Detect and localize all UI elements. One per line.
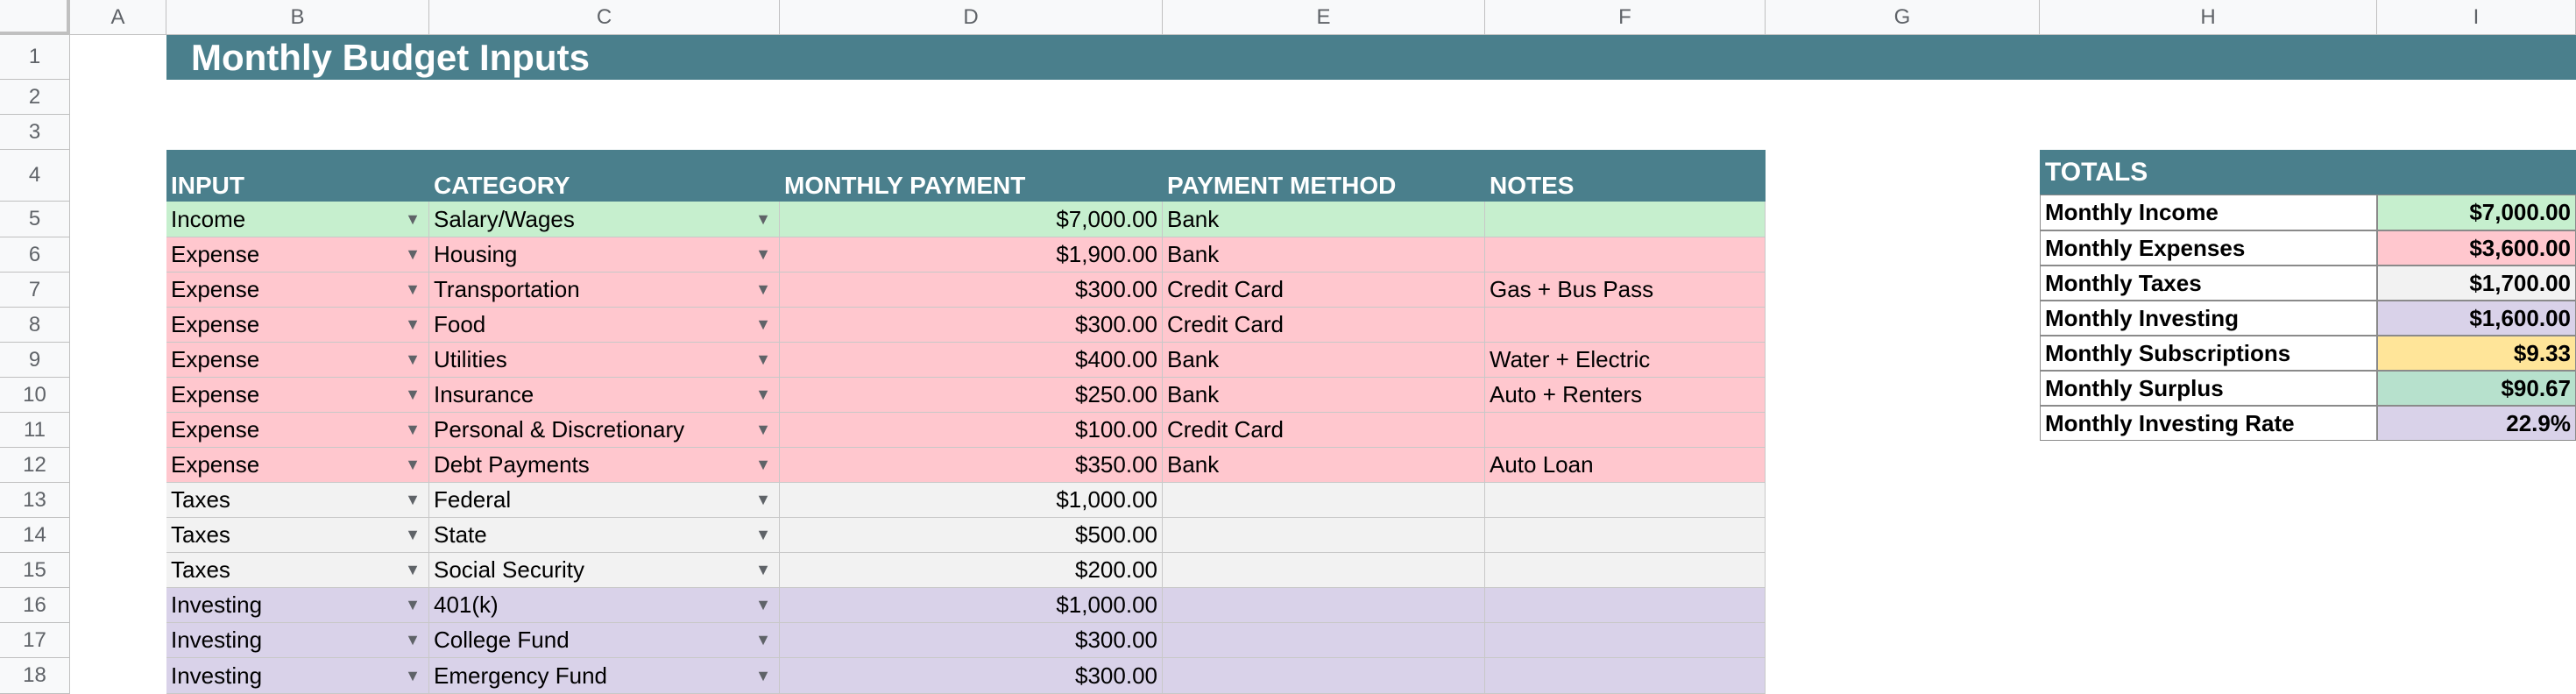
cell-notes-row-12[interactable] [1485, 448, 1766, 483]
row-header-16[interactable]: 16 [0, 588, 70, 623]
cell-notes-row-13[interactable] [1485, 483, 1766, 518]
column-header-c[interactable]: C [429, 0, 780, 35]
cell-notes-row-18[interactable] [1485, 658, 1766, 694]
cell-method-row-12[interactable] [1163, 448, 1485, 483]
cell-category-row-17[interactable] [429, 623, 780, 658]
category-value: Debt Payments [434, 451, 590, 478]
dropdown-arrow-icon[interactable]: ▼ [405, 456, 421, 473]
cell-type-row-18[interactable] [166, 658, 429, 694]
dropdown-arrow-icon[interactable]: ▼ [755, 351, 771, 368]
payment-value: $350.00 [1075, 451, 1157, 478]
column-header-f[interactable]: F [1485, 0, 1766, 35]
dropdown-arrow-icon[interactable]: ▼ [405, 631, 421, 648]
cell-method-row-8[interactable] [1163, 308, 1485, 343]
category-value: College Fund [434, 627, 570, 653]
cell-category-row-12[interactable] [429, 448, 780, 483]
dropdown-arrow-icon[interactable]: ▼ [405, 209, 421, 228]
row-header-10[interactable]: 10 [0, 378, 70, 413]
cell-type-row-8[interactable] [166, 308, 429, 343]
cell-type-row-6[interactable] [166, 237, 429, 273]
payment-value: $1,000.00 [1056, 591, 1157, 618]
cell-category-row-15[interactable] [429, 553, 780, 588]
category-value: Utilities [434, 346, 507, 372]
cell-category-row-14[interactable] [429, 518, 780, 553]
cell-category-row-13[interactable] [429, 483, 780, 518]
dropdown-arrow-icon[interactable]: ▼ [405, 491, 421, 508]
cell-type-row-13[interactable] [166, 483, 429, 518]
table-header-input[interactable]: INPUT [166, 150, 429, 202]
dropdown-arrow-icon[interactable]: ▼ [755, 526, 771, 543]
totals-label-2: Monthly Expenses [2040, 230, 2377, 266]
payment-value: $300.00 [1075, 627, 1157, 653]
row-header-5[interactable]: 5 [0, 202, 70, 237]
select-all-corner[interactable] [0, 0, 70, 35]
cell-notes-row-9[interactable] [1485, 343, 1766, 378]
totals-label-1: Monthly Income [2040, 195, 2377, 230]
category-value: 401(k) [434, 591, 499, 618]
method-value: Bank [1167, 346, 1220, 372]
row-header-17[interactable]: 17 [0, 623, 70, 658]
category-value: Salary/Wages [434, 205, 575, 232]
cell-method-row-16[interactable] [1163, 588, 1485, 623]
payment-value: $200.00 [1075, 556, 1157, 583]
totals-label-3: Monthly Taxes [2040, 266, 2377, 301]
cell-category-row-5[interactable] [429, 202, 780, 237]
payment-value: $1,900.00 [1056, 241, 1157, 267]
category-value: State [434, 521, 487, 548]
row-header-18[interactable]: 18 [0, 658, 70, 694]
cell-type-row-15[interactable] [166, 553, 429, 588]
cell-payment-row-16[interactable] [780, 588, 1163, 623]
row-header-7[interactable]: 7 [0, 273, 70, 308]
cell-type-row-11[interactable] [166, 413, 429, 448]
row-header-13[interactable]: 13 [0, 483, 70, 518]
dropdown-arrow-icon[interactable]: ▼ [405, 245, 421, 263]
dropdown-arrow-icon[interactable]: ▼ [405, 386, 421, 403]
totals-value-3[interactable]: $1,700.00 [2377, 266, 2576, 301]
totals-label-7: Monthly Investing Rate [2040, 406, 2377, 441]
cell-method-row-10[interactable] [1163, 378, 1485, 413]
payment-value: $300.00 [1075, 311, 1157, 337]
notes-value: Auto Loan [1490, 451, 1594, 478]
cell-category-row-6[interactable] [429, 237, 780, 273]
cell-type-row-17[interactable] [166, 623, 429, 658]
cell-method-row-17[interactable] [1163, 623, 1485, 658]
payment-value: $100.00 [1075, 416, 1157, 443]
table-header-payment-method[interactable]: PAYMENT METHOD [1163, 150, 1485, 202]
type-value: Taxes [171, 556, 230, 583]
type-value: Investing [171, 627, 263, 653]
dropdown-arrow-icon[interactable]: ▼ [755, 561, 771, 578]
cell-notes-row-7[interactable] [1485, 273, 1766, 308]
page-title[interactable]: Monthly Budget Inputs [191, 36, 590, 78]
category-value: Insurance [434, 381, 534, 407]
row-header-9[interactable]: 9 [0, 343, 70, 378]
dropdown-arrow-icon[interactable]: ▼ [755, 491, 771, 508]
column-header-i[interactable]: I [2377, 0, 2576, 35]
cell-category-row-16[interactable] [429, 588, 780, 623]
row-header-6[interactable]: 6 [0, 237, 70, 273]
category-value: Housing [434, 241, 518, 267]
cell-category-row-8[interactable] [429, 308, 780, 343]
notes-value: Water + Electric [1490, 346, 1651, 372]
cell-payment-row-15[interactable] [780, 553, 1163, 588]
table-header-category[interactable]: CATEGORY [429, 150, 780, 202]
cell-notes-row-17[interactable] [1485, 623, 1766, 658]
type-value: Investing [171, 662, 263, 689]
cell-payment-row-5[interactable] [780, 202, 1163, 237]
cell-notes-row-5[interactable] [1485, 202, 1766, 237]
dropdown-arrow-icon[interactable]: ▼ [405, 421, 421, 438]
row-header-15[interactable]: 15 [0, 553, 70, 588]
column-header-h[interactable]: H [2040, 0, 2377, 35]
payment-value: $7,000.00 [1056, 205, 1157, 232]
cell-method-row-9[interactable] [1163, 343, 1485, 378]
column-header-g[interactable]: G [1766, 0, 2040, 35]
payment-value: $250.00 [1075, 381, 1157, 407]
column-header-e[interactable]: E [1163, 0, 1485, 35]
totals-label-4: Monthly Investing [2040, 301, 2377, 336]
dropdown-arrow-icon[interactable]: ▼ [755, 421, 771, 438]
totals-value-2[interactable]: $3,600.00 [2377, 230, 2576, 266]
row-header-11[interactable]: 11 [0, 413, 70, 448]
cell-payment-row-12[interactable] [780, 448, 1163, 483]
cell-notes-row-8[interactable] [1485, 308, 1766, 343]
cell-payment-row-10[interactable] [780, 378, 1163, 413]
cell-notes-row-16[interactable] [1485, 588, 1766, 623]
type-value: Expense [171, 381, 260, 407]
cell-category-row-9[interactable] [429, 343, 780, 378]
type-value: Expense [171, 276, 260, 302]
cell-payment-row-13[interactable] [780, 483, 1163, 518]
cell-payment-row-9[interactable] [780, 343, 1163, 378]
cell-type-row-14[interactable] [166, 518, 429, 553]
notes-value: Gas + Bus Pass [1490, 276, 1654, 302]
dropdown-arrow-icon[interactable]: ▼ [405, 315, 421, 333]
payment-value: $300.00 [1075, 662, 1157, 689]
dropdown-arrow-icon[interactable]: ▼ [405, 596, 421, 613]
payment-value: $1,000.00 [1056, 486, 1157, 513]
category-value: Personal & Discretionary [434, 416, 685, 443]
cell-type-row-9[interactable] [166, 343, 429, 378]
dropdown-arrow-icon[interactable]: ▼ [755, 315, 771, 333]
row-header-8[interactable]: 8 [0, 308, 70, 343]
cell-payment-row-11[interactable] [780, 413, 1163, 448]
type-value: Investing [171, 591, 263, 618]
method-value: Bank [1167, 451, 1220, 478]
dropdown-arrow-icon[interactable]: ▼ [755, 280, 771, 298]
totals-label-5: Monthly Subscriptions [2040, 336, 2377, 371]
type-value: Income [171, 205, 246, 232]
method-value: Bank [1167, 205, 1220, 232]
type-value: Expense [171, 311, 260, 337]
payment-value: $400.00 [1075, 346, 1157, 372]
dropdown-arrow-icon[interactable]: ▼ [755, 245, 771, 263]
totals-value-4[interactable]: $1,600.00 [2377, 301, 2576, 336]
notes-value: Auto + Renters [1490, 381, 1643, 407]
category-value: Food [434, 311, 486, 337]
type-value: Expense [171, 416, 260, 443]
totals-value-7[interactable]: 22.9% [2377, 406, 2576, 441]
payment-value: $300.00 [1075, 276, 1157, 302]
dropdown-arrow-icon[interactable]: ▼ [405, 351, 421, 368]
dropdown-arrow-icon[interactable]: ▼ [755, 666, 771, 684]
method-value: Bank [1167, 381, 1220, 407]
row-header-2[interactable]: 2 [0, 80, 70, 115]
payment-value: $500.00 [1075, 521, 1157, 548]
totals-header: TOTALS [2040, 150, 2576, 195]
dropdown-arrow-icon[interactable]: ▼ [755, 596, 771, 613]
cell-category-row-11[interactable] [429, 413, 780, 448]
totals-value-6[interactable]: $90.67 [2377, 371, 2576, 406]
method-value: Bank [1167, 241, 1220, 267]
dropdown-arrow-icon[interactable]: ▼ [405, 526, 421, 543]
category-value: Federal [434, 486, 512, 513]
row-header-4[interactable]: 4 [0, 150, 70, 202]
type-value: Expense [171, 451, 260, 478]
cell-payment-row-7[interactable] [780, 273, 1163, 308]
category-value: Social Security [434, 556, 584, 583]
cell-method-row-7[interactable] [1163, 273, 1485, 308]
type-value: Expense [171, 346, 260, 372]
cell-payment-row-17[interactable] [780, 623, 1163, 658]
dropdown-arrow-icon[interactable]: ▼ [755, 456, 771, 473]
cell-type-row-7[interactable] [166, 273, 429, 308]
dropdown-arrow-icon[interactable]: ▼ [755, 386, 771, 403]
category-value: Emergency Fund [434, 662, 607, 689]
cell-payment-row-14[interactable] [780, 518, 1163, 553]
cell-notes-row-6[interactable] [1485, 237, 1766, 273]
cell-notes-row-14[interactable] [1485, 518, 1766, 553]
method-value: Credit Card [1167, 311, 1284, 337]
category-value: Transportation [434, 276, 580, 302]
dropdown-arrow-icon[interactable]: ▼ [405, 561, 421, 578]
cell-type-row-16[interactable] [166, 588, 429, 623]
cell-method-row-5[interactable] [1163, 202, 1485, 237]
dropdown-arrow-icon[interactable]: ▼ [755, 631, 771, 648]
row-header-3[interactable]: 3 [0, 115, 70, 150]
cell-type-row-5[interactable] [166, 202, 429, 237]
row-header-14[interactable]: 14 [0, 518, 70, 553]
totals-value-1[interactable]: $7,000.00 [2377, 195, 2576, 230]
cell-notes-row-10[interactable] [1485, 378, 1766, 413]
cell-payment-row-8[interactable] [780, 308, 1163, 343]
cell-type-row-10[interactable] [166, 378, 429, 413]
column-header-a[interactable]: A [70, 0, 166, 35]
method-value: Credit Card [1167, 276, 1284, 302]
type-value: Taxes [171, 521, 230, 548]
row-header-1[interactable]: 1 [0, 35, 70, 80]
column-header-d[interactable]: D [780, 0, 1163, 35]
cell-payment-row-18[interactable] [780, 658, 1163, 694]
dropdown-arrow-icon[interactable]: ▼ [755, 209, 771, 228]
dropdown-arrow-icon[interactable]: ▼ [405, 666, 421, 684]
column-header-b[interactable]: B [166, 0, 429, 35]
cell-payment-row-6[interactable] [780, 237, 1163, 273]
table-header-monthly-payment[interactable]: MONTHLY PAYMENT [780, 150, 1163, 202]
cell-category-row-10[interactable] [429, 378, 780, 413]
cell-type-row-12[interactable] [166, 448, 429, 483]
row-header-12[interactable]: 12 [0, 448, 70, 483]
cell-method-row-11[interactable] [1163, 413, 1485, 448]
totals-label-6: Monthly Surplus [2040, 371, 2377, 406]
cell-category-row-7[interactable] [429, 273, 780, 308]
type-value: Taxes [171, 486, 230, 513]
cell-method-row-13[interactable] [1163, 483, 1485, 518]
cell-method-row-15[interactable] [1163, 553, 1485, 588]
cell-category-row-18[interactable] [429, 658, 780, 694]
cell-method-row-14[interactable] [1163, 518, 1485, 553]
cell-method-row-6[interactable] [1163, 237, 1485, 273]
cell-notes-row-15[interactable] [1485, 553, 1766, 588]
dropdown-arrow-icon[interactable]: ▼ [405, 280, 421, 298]
type-value: Expense [171, 241, 260, 267]
cell-method-row-18[interactable] [1163, 658, 1485, 694]
method-value: Credit Card [1167, 416, 1284, 443]
cell-notes-row-11[interactable] [1485, 413, 1766, 448]
table-header-notes[interactable]: NOTES [1485, 150, 1766, 202]
totals-value-5[interactable]: $9.33 [2377, 336, 2576, 371]
